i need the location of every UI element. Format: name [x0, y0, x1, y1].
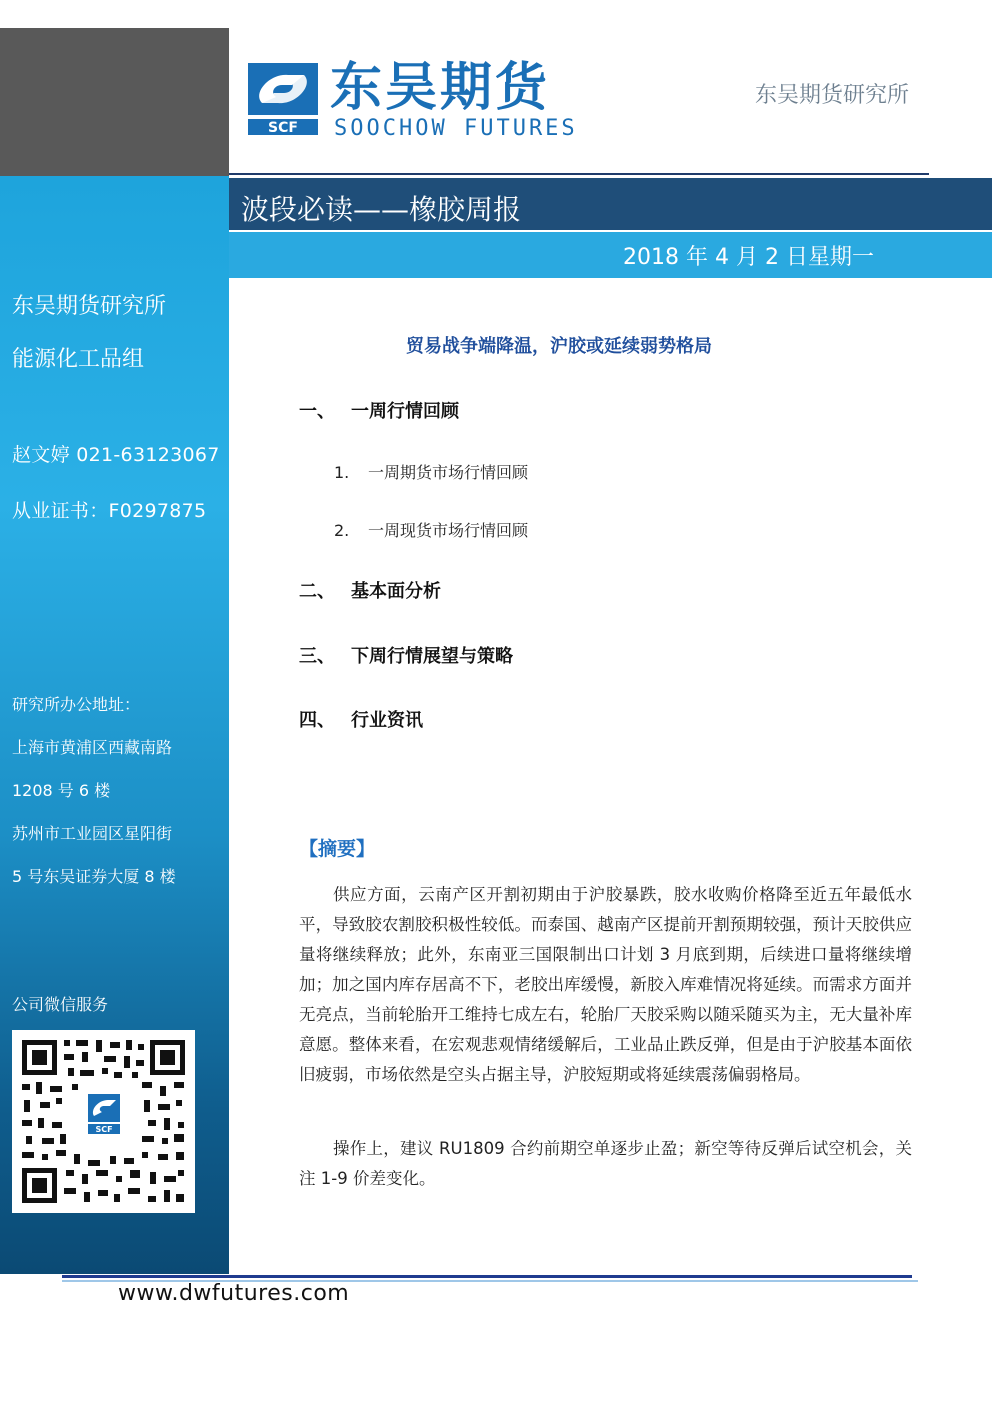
sidebar-institute: 东吴期货研究所 — [12, 294, 167, 319]
toc-title: 行业资讯 — [351, 710, 423, 731]
toc-title: 一周行情回顾 — [351, 401, 459, 422]
sidebar-wechat-label: 公司微信服务 — [12, 995, 109, 1014]
toc-section-3 — [299, 642, 513, 668]
toc-section-2 — [299, 577, 441, 603]
toc-number: 四、 — [299, 710, 335, 731]
toc-section-1 — [299, 397, 459, 423]
sidebar-address-label: 研究所办公地址： — [12, 695, 141, 714]
title-band — [229, 178, 992, 230]
report-headline: 贸易战争端降温，沪胶或延续弱势格局 — [406, 336, 712, 357]
header-institute: 东吴期货研究所 — [754, 83, 909, 108]
toc-title: 下周行情展望与策略 — [351, 646, 513, 667]
toc-number: 二、 — [299, 581, 335, 602]
toc-title: 一周现货市场行情回顾 — [368, 521, 529, 540]
sidebar-address-line: 上海市黄浦区西藏南路 — [12, 738, 173, 757]
sidebar-group: 能源化工品组 — [12, 347, 145, 372]
svg-text:SCF: SCF — [268, 120, 298, 135]
toc-section-4 — [299, 706, 423, 732]
report-date: 2018 年 4 月 2 日星期一 — [623, 245, 874, 270]
toc-subsection-1-2 — [334, 518, 528, 541]
toc-title: 一周期货市场行情回顾 — [368, 463, 529, 482]
abstract-paragraph-2: 操作上，建议 RU1809 合约前期空单逐步止盈；新空等待反弹后试空机会，关注 1-9 价差变化。 — [299, 1139, 912, 1188]
toc-subsection-1-1 — [334, 460, 528, 483]
wechat-qr-code — [12, 1030, 195, 1213]
logo-english-name: SOOCHOW FUTURES — [334, 116, 578, 141]
footer-divider — [62, 1275, 912, 1278]
header-gray-block — [0, 28, 229, 176]
logo-chinese-name: 东吴期货 — [330, 58, 551, 118]
footer-website-link[interactable]: www.dwfutures.com — [118, 1281, 350, 1306]
sidebar-license: 从业证书：F0297875 — [12, 500, 207, 522]
sidebar-analyst: 赵文婷 021-63123067 — [12, 444, 220, 466]
sidebar-address-line: 1208 号 6 楼 — [12, 781, 111, 800]
scf-logo-icon — [248, 63, 318, 135]
toc-number: 一、 — [299, 401, 335, 422]
svg-text:SCF: SCF — [95, 1125, 113, 1134]
report-title: 波段必读——橡胶周报 — [241, 193, 522, 226]
toc-title: 基本面分析 — [351, 581, 441, 602]
title-band-line — [229, 173, 929, 175]
toc-number: 三、 — [299, 646, 335, 667]
abstract-title: 【摘要】 — [299, 838, 376, 860]
abstract-paragraph-1: 供应方面，云南产区开割初期由于沪胶暴跌，胶水收购价格降至近五年最低水平，导致胶农割胶积极性较低。而泰国、越南产区提前开割预期较强，预计天胶供应量将继续释放；此外，东南亚三国限制出口计划 3 月底到期，后续进口量将继续增加；加之国内库存居高不下，老胶出库缓慢，新胶入库难情况将延续。而需求方面并无亮点，当前轮胎开工维持七成左右，轮胎厂天胶采购以随采随买为主，无大量补库意愿。整体来看，在宏观悲观情绪缓解后，工业品止跌反弹，但是由于沪胶基本面依旧疲弱，市场依然是空头占据主导，沪胶短期或将延续震荡偏弱格局。 — [299, 885, 912, 1084]
toc-number: 2. — [334, 521, 350, 540]
sidebar-address-line: 苏州市工业园区星阳街 — [12, 824, 173, 843]
toc-number: 1. — [334, 463, 350, 482]
sidebar-address-line: 5 号东吴证券大厦 8 楼 — [12, 867, 176, 886]
date-band — [229, 232, 992, 278]
